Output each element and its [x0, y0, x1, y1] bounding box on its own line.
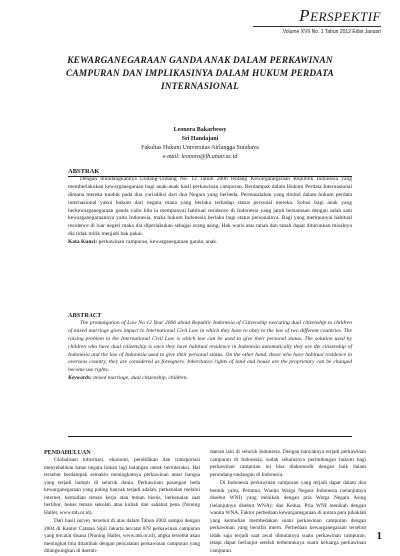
body-paragraph: Globalisasi informasi, ekonomi, pendidikan dan transportasi menyebabkan batas negara bukan lagi halangan untuk berinteraksi. Hal tersebut berdampak semakin meningkatnya perkawinan antar bangsa yang terjadi hampir di seluruh dunia. Perkawinan pasangan beda kewarganegaraan yang paling banyak terjadi adalah, perkenalan melalui internet, kemudian teman kerja atau teman bisnis, berkenalan saat berlibur, bekas teman sekolah atau kuliah dan sahabat pena (Nuning Hallet, www.mh.or.id). — [44, 457, 200, 516]
abstract-block — [68, 312, 352, 383]
abstrak-block — [68, 168, 352, 247]
author-block — [0, 126, 400, 162]
author-name-1: Leonora Bakarbessy — [173, 127, 227, 133]
abstract-body: The promulgation of Law No 12 Year 2006 about Republic Indonesia of Citizenship executing dual citizenship to children of mixed marriage gives impact to International Civil Law in which they have to obey to the law of two different countries. The raising problem in the International Civil Law is which law can be used to give their personal status. The solution used by children who have dual citizenship is once they have habitual residence in Indonesia automatically they are the citizenship of Indonesia and the law of Indonesia used to give their personal status. On the other hand, those who have habitual residence in overseas country, they are considered as foreigners. Inheritance rights of land and house are the proprietary can be changed become use rights. — [68, 319, 352, 374]
journal-volume: Volume XVII No. 1 Tahun 2012 Edisi Januari — [282, 29, 381, 35]
journal-name: PERSPEKTIF — [299, 6, 381, 25]
author-affiliation: Fakultas Hukum Universitas Airlangga Surabaya — [141, 145, 259, 151]
section-heading: PENDAHULUAN — [44, 450, 91, 456]
page-number: 1 — [376, 530, 382, 542]
author-name-2: Sri Handajani — [181, 136, 219, 142]
body-paragraph: Dari hasil survey tersebut di atas dalam Tahun 2002 sampai dengan 2004 di Kantor Catatan Sipil Jakarta tercatat 878 perkawinan campuran yang tercatat disana (Nuning Hallet, www.mh.or.id), angka tersebut akan meningkat bila ditambah dengan pencatatan perkawinan campuran yang dilangsungkan di daerah- — [44, 518, 200, 554]
abstract-bottom-rule — [68, 436, 352, 437]
abstrak-body: Dengan diundangkannya Undang-Undang No. 12 Tahun 2006 tentang Kewarganegaraan Republik Indonesia yang memberlakukan kewarganegaraan bagi anak-anak hasil perkawinan campuran. Berdampak dalam Hukum Perdata Internasional dimana mereka tunduk pada dua yurisdiksi dari dua Negara yang berbeda. Permasalahan yang timbul dalam hukum perdata internasional yakni hukum dari negara mana yang berlaku terhadap status personal mereka. Solusi bagi anak yang berkewarganegaraan ganda yaitu bila ia mempunyai habitual residence di Indonesia yang jatuh bersamaan dengan salah satu kewarganegaraannya yaitu Indonesia, maka hukum Indonesia berlaku bagi status personalnya. Bagi yang mempunyai habitual residence di luar negeri maka dia diperlakukan sebagai orang asing. Hak waris atas tanah dan tanah dapat diturunkan misalnya dia tidak milik menjadi hak pakai. — [68, 175, 352, 238]
journal-rule — [253, 26, 381, 27]
author-email: e-mail: leonora@fh.unair.ac.id — [162, 154, 238, 160]
abstrak-keywords: Kata Kunci: perkawinan campuran, kewarganegaraan ganda, anak. — [68, 239, 218, 246]
article-title: KEWARGANEGARAAN GANDA ANAK DALAM PERKAWINAN CAMPURAN DAN IMPLIKASINYA DALAM HUKUM PERDATA INTERNASIONAL — [66, 56, 334, 92]
journal-brand — [282, 6, 381, 35]
body-paragraph: daerah lain di seluruh Indonesia. Dengan banyaknya terjadi perkawinan campuran di Indonesia, sudah seharusnya perlindungan hukum bagi perkawinan campuran ini bisa diakomodir dengan baik dalam perundang-undangan di Indonesia. — [210, 449, 366, 478]
abstract-heading: ABSTRACT — [68, 312, 102, 319]
abstrak-heading: ABSTRAK — [68, 168, 100, 175]
abstract-keywords: Keywords: mixed marriage, dual citizenship, children. — [68, 375, 188, 382]
body-paragraph: Di Indonesia perkawinan campuran yang terjadi dapat dalam dua bentuk yaitu, Pertama, Wanita Warga Negara Indonesia (selanjutnya disebut WNI) yang menikah dengan pria Warga Negara Asing (selanjutnya disebut WNA); dan Kedua, Pria WNI menikah dengan wanita WNA. Faktor perbedaan kewarganegaraan di antara para pihaklah yang kemudian membedakan suatu perkawinan campuran dengan perkawinan yang bersifat intern. Perbedaan kewarganegaraan tersebut tidak saja terjadi saat awal dimulainya suatu perkawinan campuran, tetapi dapat berlanjut setelah terbentuknya suatu keluarga perkawinan campuran. — [210, 480, 366, 554]
body-column-right — [210, 449, 366, 555]
body-column-left — [44, 449, 200, 556]
